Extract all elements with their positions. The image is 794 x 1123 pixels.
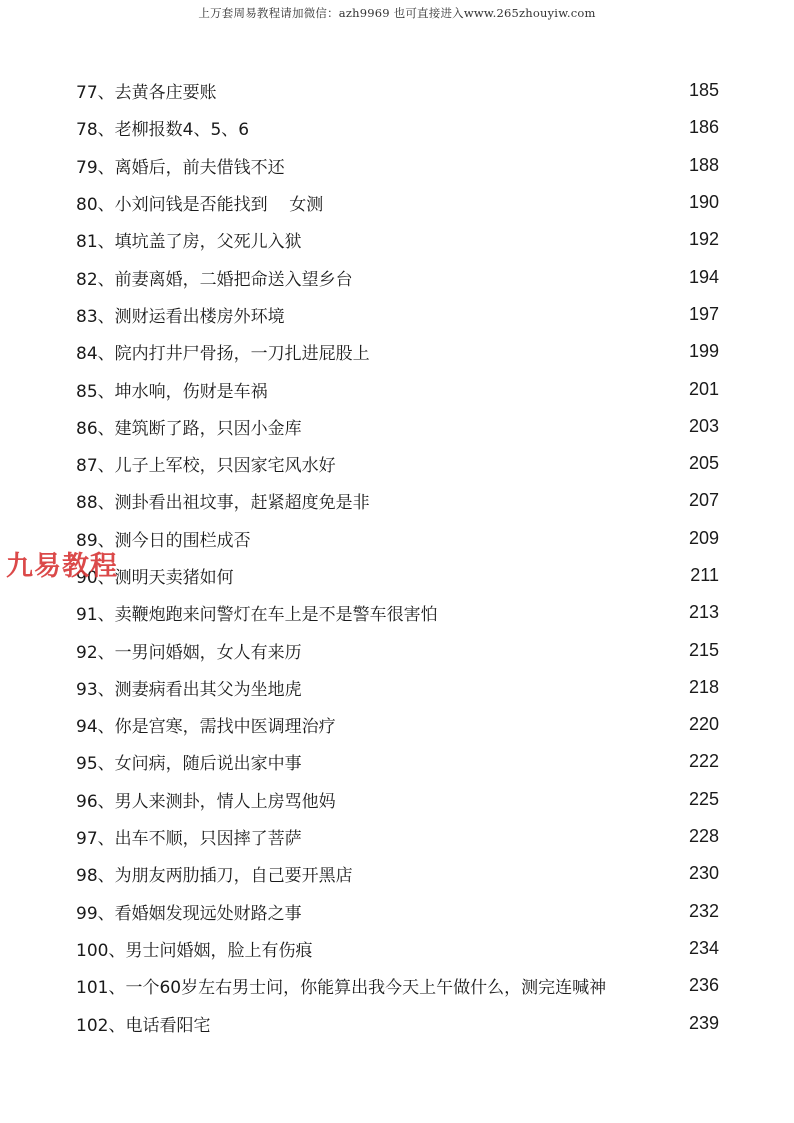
table-of-contents: [76, 72, 719, 1042]
toc-entry[interactable]: [76, 147, 719, 184]
toc-entry-page: 205: [688, 453, 719, 474]
toc-entry[interactable]: [76, 370, 719, 407]
toc-entry-title: 77、去黄各庄要账: [76, 83, 217, 104]
toc-entry-page: 201: [688, 378, 719, 399]
toc-entry-title: 89、测今日的围栏成否: [76, 530, 251, 551]
toc-entry-title: 80、小刘问钱是否能找到 女测: [76, 195, 324, 216]
toc-entry-page: 209: [688, 527, 719, 548]
toc-entry[interactable]: [76, 631, 719, 668]
toc-entry-title: 85、坤水响，伤财是车祸: [76, 381, 268, 402]
toc-entry-page: 220: [688, 714, 719, 735]
toc-entry-page: 230: [688, 863, 719, 884]
toc-entry[interactable]: [76, 781, 719, 818]
header-note: 上万套周易教程请加微信：azh9969 也可直接进入www.265zhouyiw.com: [198, 6, 596, 20]
toc-entry-title: 78、老柳报数4、5、6: [76, 120, 250, 141]
toc-entry-title: 86、建筑断了路，只因小金库: [76, 418, 302, 439]
toc-entry-page: 236: [688, 975, 719, 996]
toc-entry[interactable]: [76, 520, 719, 557]
toc-entry-page: 190: [688, 192, 719, 213]
toc-entry-title: 95、女问病，随后说出家中事: [76, 754, 302, 775]
toc-entry-page: 199: [688, 341, 719, 362]
toc-entry-title: 91、卖鞭炮跑来问警灯在车上是不是警车很害怕: [76, 605, 438, 626]
toc-entry[interactable]: [76, 855, 719, 892]
toc-entry[interactable]: [76, 258, 719, 295]
toc-entry-page: 197: [688, 303, 719, 324]
toc-entry[interactable]: [76, 557, 719, 594]
toc-entry-title: 81、填坑盖了房，父死儿入狱: [76, 232, 302, 253]
toc-entry-page: 186: [688, 117, 719, 138]
toc-entry-title: 98、为朋友两肋插刀，自己要开黑店: [76, 866, 353, 887]
toc-entry-page: 203: [688, 415, 719, 436]
toc-entry[interactable]: [76, 930, 719, 967]
toc-entry[interactable]: [76, 818, 719, 855]
toc-entry-title: 88、测卦看出祖坟事，赶紧超度免是非: [76, 493, 370, 514]
toc-entry-page: 185: [688, 80, 719, 101]
toc-entry-title: 102、电话看阳宅: [76, 1015, 211, 1036]
toc-entry[interactable]: [76, 445, 719, 482]
toc-entry[interactable]: [76, 669, 719, 706]
toc-entry-title: 92、一男问婚姻，女人有来历: [76, 642, 302, 663]
toc-entry[interactable]: [76, 221, 719, 258]
toc-entry[interactable]: [76, 594, 719, 631]
toc-entry[interactable]: [76, 408, 719, 445]
toc-entry-title: 83、测财运看出楼房外环境: [76, 306, 285, 327]
toc-entry-page: 222: [688, 751, 719, 772]
toc-entry-page: 232: [688, 900, 719, 921]
toc-entry-title: 82、前妻离婚，二婚把命送入望乡台: [76, 269, 353, 290]
toc-entry-page: 213: [688, 602, 719, 623]
toc-entry-page: 228: [688, 826, 719, 847]
toc-entry-page: 192: [688, 229, 719, 250]
toc-entry-page: 194: [688, 266, 719, 287]
toc-entry[interactable]: [76, 184, 719, 221]
toc-entry[interactable]: [76, 333, 719, 370]
toc-entry[interactable]: [76, 296, 719, 333]
toc-entry[interactable]: [76, 893, 719, 930]
toc-entry-title: 100、男士问婚姻，脸上有伤痕: [76, 940, 313, 961]
toc-entry[interactable]: [76, 482, 719, 519]
toc-entry-page: 188: [688, 154, 719, 175]
toc-entry-title: 99、看婚姻发现远处财路之事: [76, 903, 302, 924]
toc-entry[interactable]: [76, 706, 719, 743]
toc-entry-page: 215: [688, 639, 719, 660]
toc-entry[interactable]: [76, 743, 719, 780]
toc-entry-page: 218: [688, 676, 719, 697]
toc-entry-title: 87、儿子上军校，只因家宅风水好: [76, 456, 336, 477]
toc-entry-title: 79、离婚后，前夫借钱不还: [76, 157, 285, 178]
toc-entry-title: 94、你是宫寒，需找中医调理治疗: [76, 717, 336, 738]
toc-entry-page: 239: [688, 1012, 719, 1033]
toc-entry-page: 234: [688, 937, 719, 958]
toc-entry[interactable]: [76, 109, 719, 146]
toc-entry-title: 101、一个60岁左右男士问，你能算出我今天上午做什么，测完连喊神: [76, 978, 607, 999]
toc-entry-page: 207: [688, 490, 719, 511]
watermark-logo: 九易教程: [6, 551, 118, 582]
toc-entry[interactable]: [76, 1004, 719, 1041]
toc-entry-title: 97、出车不顺，只因摔了菩萨: [76, 829, 302, 850]
toc-entry-title: 93、测妻病看出其父为坐地虎: [76, 679, 302, 700]
toc-entry-title: 96、男人来测卦，情人上房骂他妈: [76, 791, 336, 812]
toc-entry[interactable]: [76, 72, 719, 109]
toc-entry-page: 211: [690, 565, 719, 585]
toc-entry-page: 225: [688, 788, 719, 809]
toc-entry-title: 90、测明天卖猪如何: [76, 568, 234, 588]
toc-entry[interactable]: [76, 967, 719, 1004]
toc-entry-title: 84、院内打井尸骨扬，一刀扎进屁股上: [76, 344, 370, 365]
